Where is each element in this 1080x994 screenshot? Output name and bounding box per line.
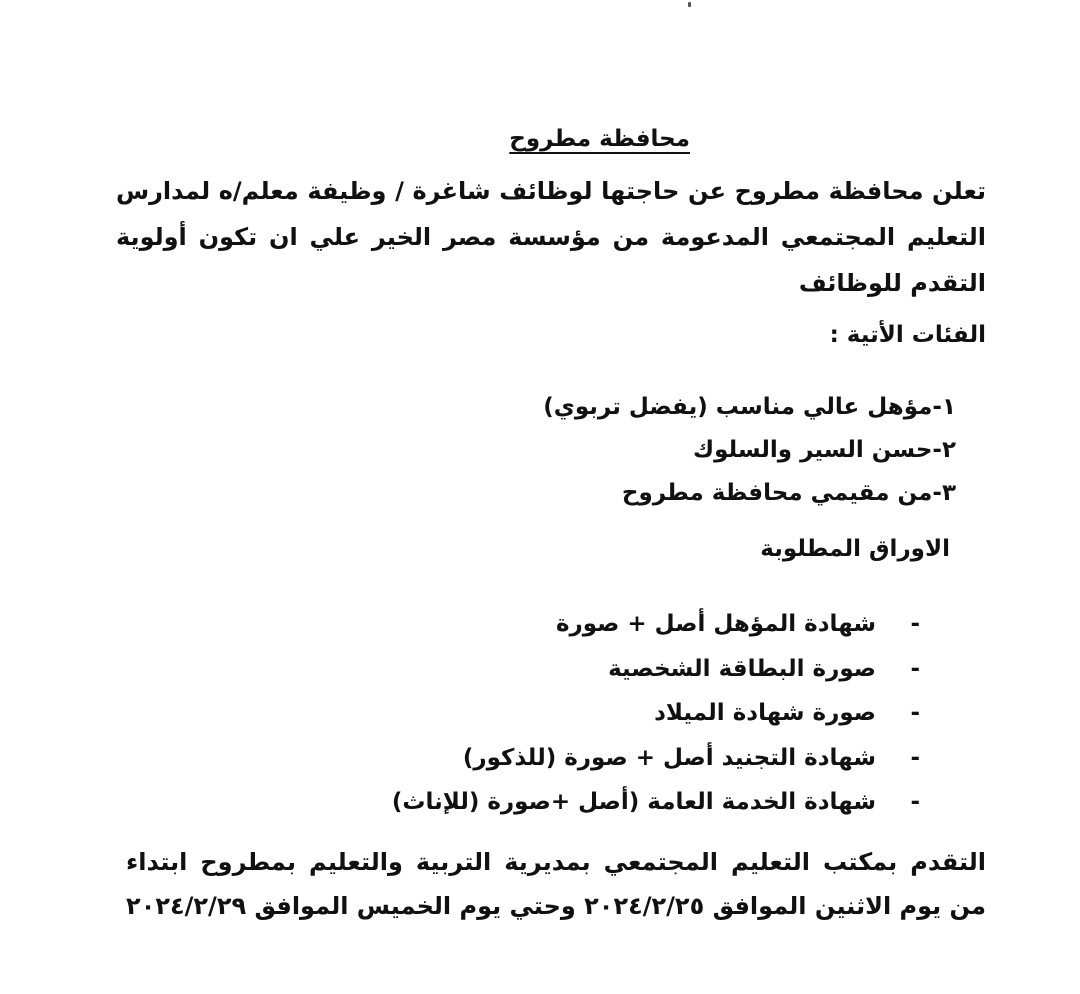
paper-item: [392, 602, 920, 647]
required-papers-heading: الاوراق المطلوبة: [760, 536, 950, 562]
application-instructions: التقدم بمكتب التعليم المجتمعي بمديرية التربية والتعليم بمطروح ابتداء من يوم الاثنين الموافق ٢٠٢٤/٢/٢٥ وحتي يوم الخميس الموافق ٢٠٢٤/٢/٢٩: [126, 848, 986, 920]
category-item: ٣-من مقيمي محافظة مطروح: [621, 480, 956, 506]
bullet-dash: -: [910, 789, 920, 815]
document-title: محافظة مطروح: [509, 126, 690, 152]
paper-item: [392, 691, 920, 736]
paper-item-text: شهادة التجنيد أصل + صورة (للذكور): [462, 744, 876, 771]
categories-list: [543, 386, 956, 515]
bullet-dash: -: [910, 744, 920, 771]
paper-item-text: صورة البطاقة الشخصية: [608, 655, 876, 682]
category-item: ٢-حسن السير والسلوك: [692, 437, 956, 463]
required-papers-list: [392, 602, 920, 825]
categories-heading: الفئات الأتية :: [829, 322, 986, 348]
scan-speck: [688, 2, 691, 7]
paper-item: [392, 647, 920, 692]
category-item: ١-مؤهل عالي مناسب (يفضل تربوي): [543, 394, 956, 420]
paper-item: [392, 780, 920, 825]
paper-item-text: شهادة المؤهل أصل + صورة: [555, 611, 876, 637]
paper-item: [392, 736, 920, 781]
bullet-dash: -: [910, 611, 920, 637]
bullet-dash: -: [910, 700, 920, 726]
bullet-dash: -: [910, 655, 920, 682]
announcement-intro: تعلن محافظة مطروح عن حاجتها لوظائف شاغرة / وظيفة معلم/ه لمدارس التعليم المجتمعي المدعومة من مؤسسة مصر الخير علي ان تكون أولوية التقدم للوظائف: [116, 177, 986, 297]
paper-item-text: شهادة الخدمة العامة (أصل +صورة (للإناث): [391, 789, 876, 815]
paper-item-text: صورة شهادة الميلاد: [654, 700, 876, 726]
